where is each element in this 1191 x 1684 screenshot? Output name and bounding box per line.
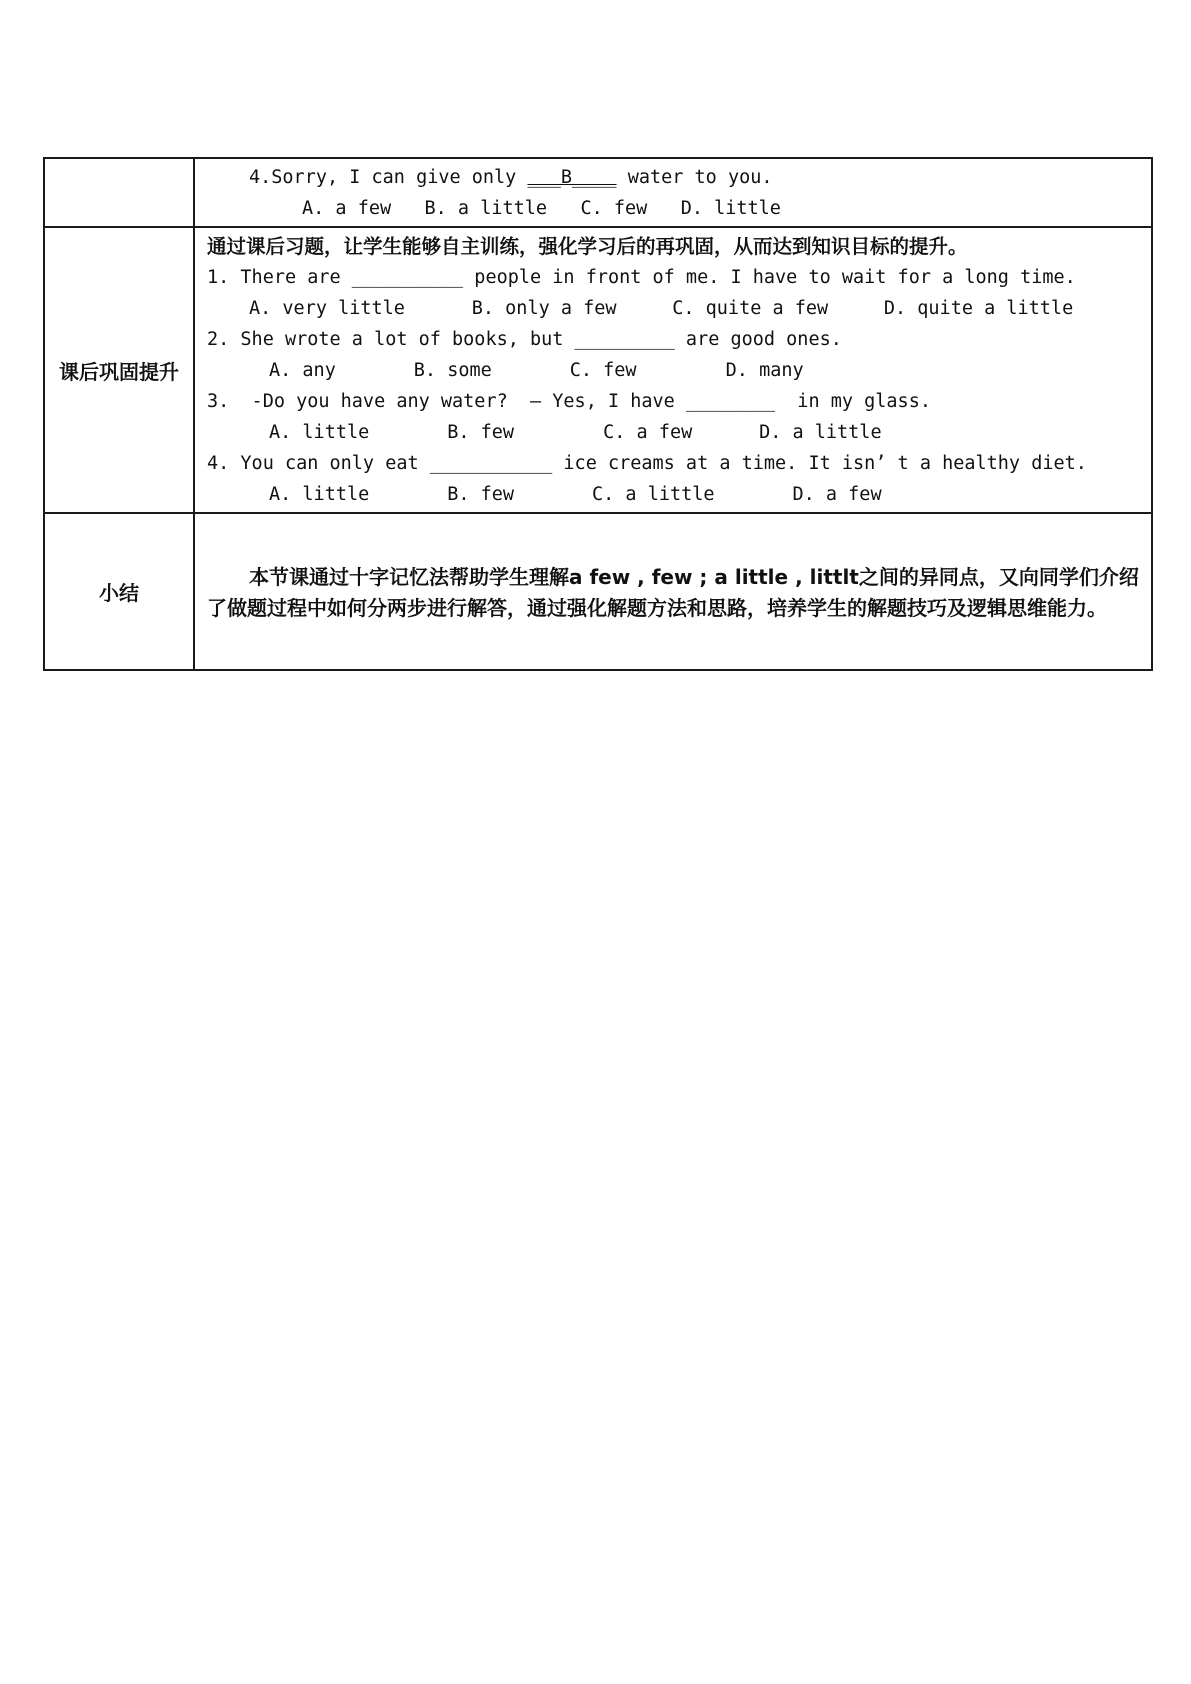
content-cell [194,227,1152,513]
question-line: 2. She wrote a lot of books, but _________ are good ones. [207,329,842,350]
summary-text: 本节课通过十字记忆法帮助学生理解a few , few ; a little , littlt之间的异同点，又向同学们介绍了做题过程中如何分两步进行解答，通过强化解题方法和思路，培养学生的解题技巧及逻辑思维能力。 [207,565,1139,620]
row-label: 小结 [44,513,194,670]
content-cell [194,513,1152,670]
content-cell [194,158,1152,227]
table-row [44,158,1152,227]
question-line: 1. There are __________ people in front of me. I have to wait for a long time. [207,267,1076,288]
answer-blank: ___B____ [527,167,617,188]
lesson-plan-table [43,157,1153,671]
table-row [44,513,1152,670]
row-label: 课后巩固提升 [44,227,194,513]
table-row [44,227,1152,513]
question-text: 4.Sorry, I can give only [249,167,528,188]
options-line: A. any B. some C. few D. many [269,360,804,381]
row-label [44,158,194,227]
question-line [207,162,1145,193]
intro-text: 通过课后习题，让学生能够自主训练，强化学习后的再巩固，从而达到知识目标的提升。 [207,235,968,258]
question-text: water to you. [616,167,773,188]
question-line: 4. You can only eat ___________ ice creams at a time. It isn’ t a healthy diet. [207,453,1087,474]
options-line: A. little B. few C. a few D. a little [269,422,882,443]
question-line: 3. -Do you have any water? — Yes, I have ________ in my glass. [207,391,931,412]
options-line: A. a few B. a little C. few D. little [302,198,781,219]
options-line: A. little B. few C. a little D. a few [269,484,882,505]
options-line: A. very little B. only a few C. quite a few D. quite a little [249,298,1074,319]
